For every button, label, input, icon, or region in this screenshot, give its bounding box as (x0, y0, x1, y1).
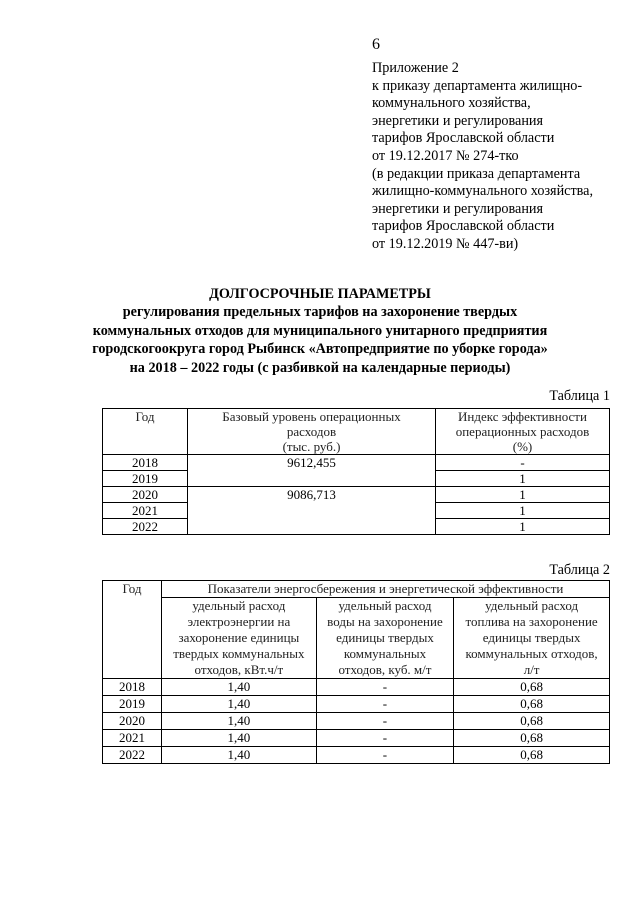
water-cell: - (316, 713, 453, 730)
header-text: (%) (512, 439, 533, 454)
header-text: воды на захоронение (327, 614, 443, 629)
electricity-cell: 1,40 (162, 730, 317, 747)
index-cell: 1 (436, 519, 610, 535)
table-row (103, 455, 610, 471)
base-cost-cell: 9612,455 (188, 455, 436, 487)
table1-header-base (188, 409, 436, 455)
appendix-header (372, 60, 634, 254)
header-text: удельный расход (338, 598, 432, 613)
year-cell: 2022 (103, 747, 162, 764)
header-text: расходов (286, 424, 337, 439)
header-text: л/т (523, 662, 540, 677)
table2-header-group: Показатели энергосбережения и энергетической эффективности (162, 581, 610, 598)
water-cell: - (316, 730, 453, 747)
water-cell: - (316, 679, 453, 696)
header-text: единицы твердых (336, 630, 434, 645)
table2-header-water (316, 598, 453, 679)
table-row (103, 730, 610, 747)
year-cell: 2019 (103, 471, 188, 487)
page-number: 6 (372, 36, 380, 53)
fuel-cell: 0,68 (454, 679, 610, 696)
header-text: коммунальных отходов, (465, 646, 598, 661)
table2-header-electricity (162, 598, 317, 679)
index-cell: 1 (436, 487, 610, 503)
table-row (103, 696, 610, 713)
title-line: городскогоокруга город Рыбинск «Автопредприятие по уборке города» (92, 341, 548, 358)
fuel-cell: 0,68 (454, 696, 610, 713)
header-text: (тыс. руб.) (282, 439, 341, 454)
year-cell: 2022 (103, 519, 188, 535)
appendix-line: от 19.12.2017 № 274-тко (372, 147, 519, 164)
table1-operating-costs (102, 408, 610, 535)
table1-header-row (103, 409, 610, 455)
header-text: операционных расходов (455, 424, 590, 439)
electricity-cell: 1,40 (162, 747, 317, 764)
year-cell: 2021 (103, 503, 188, 519)
fuel-cell: 0,68 (454, 730, 610, 747)
fuel-cell: 0,68 (454, 713, 610, 730)
electricity-cell: 1,40 (162, 696, 317, 713)
year-cell: 2018 (103, 679, 162, 696)
title-line: коммунальных отходов для муниципального унитарного предприятия (92, 322, 548, 339)
table2-header-row (103, 581, 610, 598)
header-text: электроэнергии на (187, 614, 291, 629)
appendix-line: Приложение 2 (372, 60, 459, 76)
index-cell: 1 (436, 503, 610, 519)
appendix-line: (в редакции приказа департамента (372, 165, 581, 182)
table2-header-fuel (454, 598, 610, 679)
year-cell: 2019 (103, 696, 162, 713)
header-text: Индекс эффективности (458, 409, 587, 424)
table-row (103, 713, 610, 730)
table-row (103, 747, 610, 764)
title-line: на 2018 – 2022 годы (с разбивкой на календарные периоды) (129, 359, 511, 376)
table1-header-index (436, 409, 610, 455)
table-row (103, 679, 610, 696)
table1-header-year: Год (103, 409, 188, 455)
table-row (103, 487, 610, 503)
appendix-line: от 19.12.2019 № 447-ви) (372, 235, 519, 252)
header-text: удельный расход (485, 598, 579, 613)
header-text: коммунальных (343, 646, 427, 661)
header-text: захоронение единицы (178, 630, 300, 645)
appendix-line: энергетики и регулирования (372, 200, 544, 217)
header-text: удельный расход (192, 598, 286, 613)
year-cell: 2018 (103, 455, 188, 471)
year-cell: 2020 (103, 487, 188, 503)
header-text: отходов, куб. м/т (338, 662, 432, 677)
water-cell: - (316, 747, 453, 764)
title-line: ДОЛГОСРОЧНЫЕ ПАРАМЕТРЫ (209, 286, 431, 302)
appendix-line: к приказу департамента жилищно- (372, 77, 583, 94)
appendix-line: тарифов Ярославской области (372, 218, 555, 235)
table2-subheader-row (103, 598, 610, 679)
year-cell: 2021 (103, 730, 162, 747)
appendix-line: тарифов Ярославской области (372, 130, 555, 147)
appendix-line: коммунального хозяйства, (372, 95, 531, 112)
appendix-line: энергетики и регулирования (372, 112, 544, 129)
base-cost-cell: 9086,713 (188, 487, 436, 535)
index-cell: - (436, 455, 610, 471)
document-title (20, 285, 620, 377)
title-line: регулирования предельных тарифов на захоронение твердых (122, 304, 518, 321)
appendix-line: жилищно-коммунального хозяйства, (372, 183, 594, 200)
header-text: топлива на захоронение (465, 614, 598, 629)
header-text: отходов, кВт.ч/т (194, 662, 284, 677)
electricity-cell: 1,40 (162, 679, 317, 696)
table1-caption: Таблица 1 (549, 388, 610, 404)
water-cell: - (316, 696, 453, 713)
header-text: Базовый уровень операционных (222, 409, 401, 424)
header-text: единицы твердых (482, 630, 581, 645)
fuel-cell: 0,68 (454, 747, 610, 764)
year-cell: 2020 (103, 713, 162, 730)
header-text: твердых коммунальных (173, 646, 305, 661)
index-cell: 1 (436, 471, 610, 487)
table2-caption: Таблица 2 (549, 562, 610, 578)
electricity-cell: 1,40 (162, 713, 317, 730)
table2-header-year: Год (103, 581, 162, 679)
table2-energy-efficiency (102, 580, 610, 764)
